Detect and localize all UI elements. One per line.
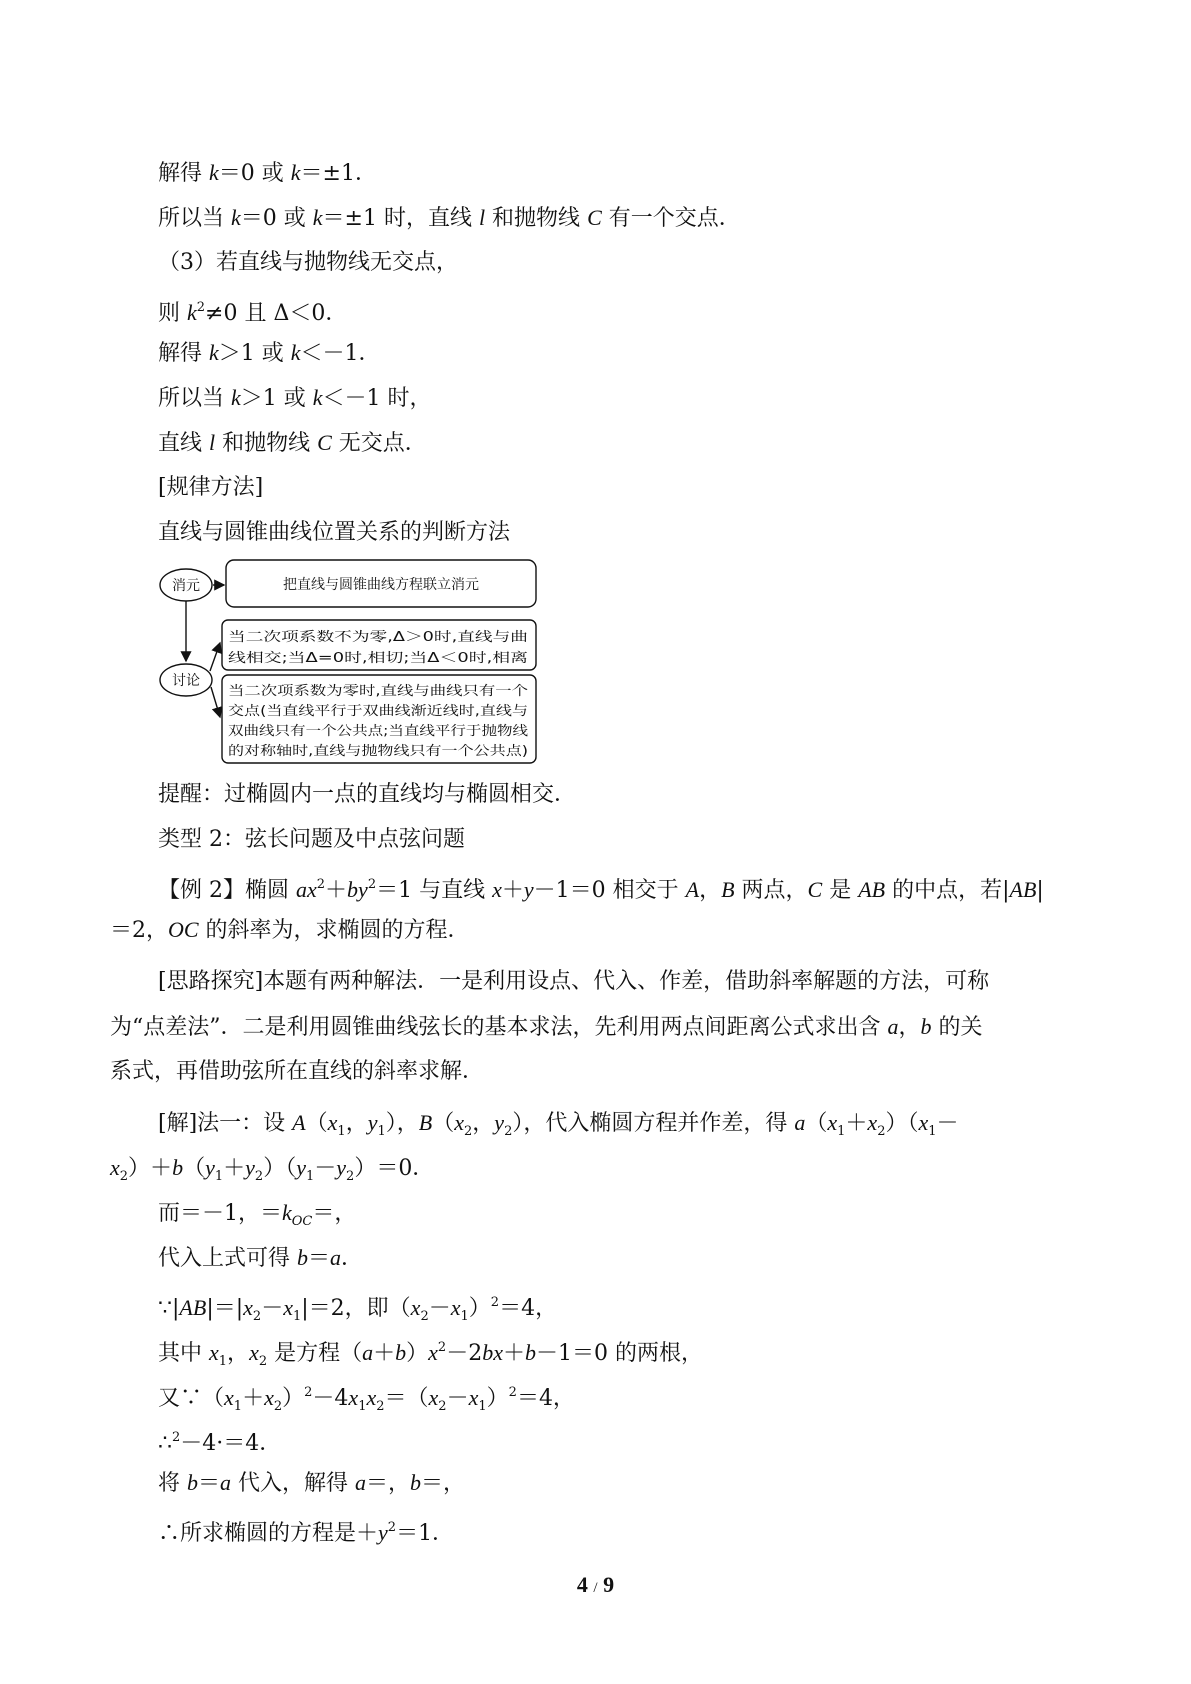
elimination-label: 消元: [172, 578, 200, 594]
arrow: [211, 687, 220, 717]
diagram-caption: 直线与圆锥曲线位置关系的判断方法: [158, 520, 511, 545]
text-line: 则 $k^2\ne 0$ 且 Δ＜0．: [158, 300, 348, 326]
text-line: $x_2)+b(y_1+y_2)(y_1-y_2)=0$．: [110, 1155, 435, 1184]
text-line: 解得 k＞1 或 k＜－1．: [158, 340, 381, 366]
text-line: 而＝－1，$=k_{OC}=$，: [158, 1200, 357, 1229]
text-line: 为“点差法”．二是利用圆锥曲线弦长的基本求法，先利用两点间距离公式求出含 a，b 的关: [110, 1014, 983, 1040]
box-text-line: 当二次项系数为零时,直线与曲线只有一个: [228, 684, 467, 699]
box-text-line: 的对称轴时,直线与抛物线只有一个公共点): [228, 744, 472, 759]
box-text-line: 双曲线只有一个公共点;当直线平行于抛物线: [228, 724, 480, 739]
method-flowchart: [158, 555, 538, 765]
elimination-box-text: 把直线与圆锥曲线方程联立消元: [283, 577, 479, 593]
text-line: 解得 k＝0 或 k＝±1．: [158, 160, 377, 186]
text-line: 其中 $x_1$，$x_2$ 是方程$(a+b)x^2-2bx+b-1=0$ 的两根，: [158, 1340, 703, 1369]
box-text-line: 线相交;当Δ=0时,相切;当Δ＜0时,相离: [228, 651, 447, 666]
text-line: 系式，再借助弦所在直线的斜率求解．: [110, 1059, 485, 1084]
text-line: $\because|AB|=|x_2-x_1|=2$，即$(x_2-x_1)^2=4$，: [158, 1295, 558, 1324]
discussion-label: 讨论: [172, 673, 200, 689]
text-line: 将 b＝a 代入，解得 a＝，b＝，: [158, 1470, 466, 1496]
text-line: ∴$^2$－4·＝4．: [158, 1430, 282, 1456]
section-heading: [规律方法]: [158, 475, 264, 500]
text-line: [解]法一：设 $A(x_1$，$y_1$），$B(x_2$，$y_2$），代入椭圆方程并作差，得 $a(x_1+x_2)(x_1-$: [158, 1110, 959, 1139]
section-heading: 类型 2：弦长问题及中点弦问题: [158, 827, 465, 852]
text-line: ∴所求椭圆的方程是$+y^2=1$．: [158, 1520, 455, 1546]
box-text-line: 交点(当直线平行于双曲线渐近线时,直线与: [228, 704, 472, 719]
text-line: 所以当 k＝0 或 k＝±1 时，直线 l 和抛物线 C 有一个交点．: [158, 205, 741, 231]
text-line: ＝2，OC 的斜率为，求椭圆的方程．: [110, 917, 470, 943]
text-line: 直线 l 和抛物线 C 无交点．: [158, 430, 427, 456]
text-line: 所以当 k＞1 或 k＜－1 时，: [158, 385, 432, 411]
example-title: 【例 2】椭圆 $ax^2+by^2=1$ 与直线 x＋y－1＝0 相交于 A，B 两点，C 是 AB 的中点，若|AB|: [158, 877, 1044, 903]
box-text-line: 当二次项系数不为零,Δ＞0时,直线与曲: [228, 630, 449, 645]
text-line: （3）若直线与抛物线无交点，: [158, 250, 458, 275]
text-line: [思路探究]本题有两种解法．一是利用设点、代入、作差，借助斜率解题的方法，可称: [158, 969, 990, 994]
text-line: 又$\because(x_1+x_2)^2-4x_1x_2=(x_2-x_1)^2=4$，: [158, 1385, 575, 1414]
text-line: 提醒：过椭圆内一点的直线均与椭圆相交．: [158, 782, 577, 807]
arrow: [210, 643, 220, 671]
page-number: 4 / 9: [576, 1572, 615, 1597]
text-line: 代入上式可得 b＝a．: [158, 1245, 364, 1271]
